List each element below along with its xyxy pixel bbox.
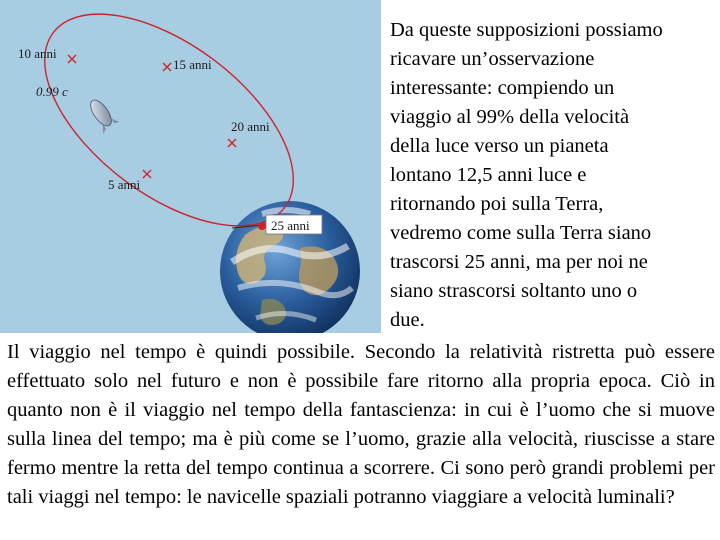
spacetime-figure <box>0 0 381 333</box>
label-10-anni: 10 anni <box>18 46 57 61</box>
return-point <box>258 222 266 230</box>
main-paragraph: Il viaggio nel tempo è quindi possibile. Secondo la relatività ristretta può essere effettuato solo nel futuro e non è possibile fare ritorno alla propria epoca. Ciò in quanto non è il viaggio nel tempo della fantascienza: in cui è l’uomo che si muove sulla linea del tempo; ma è più come se l’uomo, grazie alla velocità, riuscisse a stare fermo mentre la retta del tempo continua a scorrere. Ci sono però grandi problemi per tali viaggi nel tempo: le navicelle spaziali potranno viaggiare a velocità luminali? <box>7 341 715 508</box>
label-speed: 0.99 c <box>36 84 68 99</box>
label-5-anni: 5 anni <box>108 177 141 192</box>
intro-paragraph: Da queste supposizioni possiamo ricavare un’osservazione interessante: compiendo un viaggio al 99% della velocità della luce verso un pianeta lontano 12,5 anni luce e ritornando poi sulla Terra, vedremo come sulla Terra siano trascorsi 25 anni, ma per noi ne siano strascorsi soltanto uno o due. <box>390 19 663 331</box>
label-25-anni: 25 anni <box>271 218 310 233</box>
time-markers <box>68 55 236 178</box>
label-20-anni: 20 anni <box>231 119 270 134</box>
trajectory-diagram <box>0 0 381 333</box>
spaceship-icon <box>84 95 119 134</box>
label-15-anni: 15 anni <box>173 57 212 72</box>
